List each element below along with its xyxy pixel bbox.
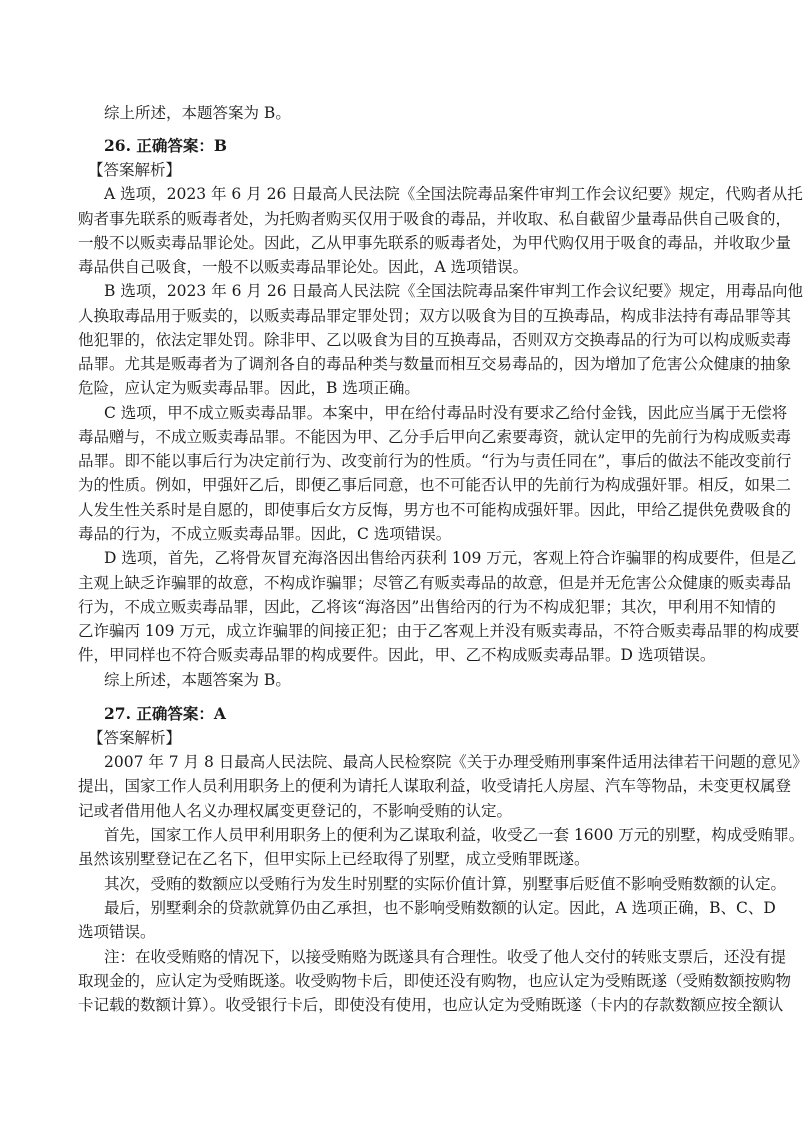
q27-heading: 27. 正确答案：A — [104, 704, 226, 723]
q27-analysis-tag: 【答案解析】 — [88, 729, 182, 747]
q26-line: C 选项，甲不成立贩卖毒品罪。本案中，甲在给付毒品时没有要求乙给付金钱，因此应当属于无偿将 — [104, 404, 788, 422]
q26-line: 人换取毒品用于贩卖的，以贩卖毒品罪定罪处罚；双方以吸食为目的互换毒品，构成非法持有毒品罪等其 — [78, 307, 792, 325]
q27-line: 记或者借用他人名义办理权属变更登记的，不影响受贿的认定。 — [78, 802, 513, 820]
q26-line: 他犯罪的，依法定罪处罚。除非甲、乙以吸食为目的互换毒品，否则双方交换毒品的行为可以构成贩卖毒 — [78, 331, 792, 349]
q26-line: 件，甲同样也不符合贩卖毒品罪的构成要件。因此，甲、乙不构成贩卖毒品罪。D 选项错误。 — [78, 646, 716, 664]
q27-note-line: 取现金的，应认定为受贿既遂。收受购物卡后，即使还没有购物，也应认定为受贿既遂（受贿数额按购物 — [78, 972, 792, 990]
q26-conclusion: 综上所述，本题答案为 B。 — [104, 671, 291, 689]
q26-line: 人发生性关系时是自愿的，即使事后女方反悔，男方也不可能构成强奸罪。因此，甲给乙提供免费吸食的 — [78, 501, 792, 519]
q27-note-line: 卡记载的数额计算）。收受银行卡后，即使没有使用，也应认定为受贿既遂（卡内的存款数额应按全额认 — [78, 996, 784, 1014]
q26-line: A 选项，2023 年 6 月 26 日最高人民法院《全国法院毒品案件审判工作会议纪要》规定，代购者从托 — [104, 185, 803, 203]
q26-line: 毒品的行为，不成立贩卖毒品罪。因此，C 选项错误。 — [78, 525, 452, 543]
q26-line: 一般不以贩卖毒品罪论处。因此，乙从甲事先联系的贩毒者处，为甲代购仅用于吸食的毒品，并收取少量 — [78, 234, 792, 252]
q26-line: 乙诈骗丙 109 万元，成立诈骗罪的间接正犯；由于乙客观上并没有贩卖毒品，不符合贩卖毒品罪的构成要 — [78, 622, 800, 640]
q27-note-line: 注：在收受贿赂的情况下，以接受贿赂为既遂具有合理性。收受了他人交付的转账支票后，还没有提 — [104, 948, 787, 966]
q27-line: 2007 年 7 月 8 日最高人民法院、最高人民检察院《关于办理受贿刑事案件适用法律若干问题的意见》 — [104, 753, 808, 771]
q26-analysis-tag: 【答案解析】 — [88, 161, 182, 179]
q27-line: 提出，国家工作人员利用职务上的便利为请托人谋取利益，收受请托人房屋、汽车等物品，未变更权属登 — [78, 777, 792, 795]
q26-line: B 选项，2023 年 6 月 26 日最高人民法院《全国法院毒品案件审判工作会议纪要》规定，用毒品向他 — [104, 282, 803, 300]
q25-conclusion: 综上所述，本题答案为 B。 — [104, 104, 291, 122]
q26-line: 购者事先联系的贩毒者处，为托购者购买仅用于吸食的毒品，并收取、私自截留少量毒品供自己吸食的， — [78, 210, 792, 228]
q27-line: 选项错误。 — [78, 923, 156, 941]
q26-heading: 26. 正确答案：B — [104, 136, 227, 155]
q26-line: 品罪。尤其是贩毒者为了调剂各自的毒品种类与数量而相互交易毒品的，因为增加了危害公众健康的抽象 — [78, 355, 792, 373]
q27-line: 虽然该别墅登记在乙名下，但甲实际上已经取得了别墅，成立受贿罪既遂。 — [78, 850, 590, 868]
q26-line: 为的性质。例如，甲强奸乙后，即便乙事后同意，也不可能否认甲的先前行为构成强奸罪。相反，如果二 — [78, 476, 792, 494]
q26-line: 毒品供自己吸食，一般不以贩卖毒品罪论处。因此，A 选项错误。 — [78, 258, 529, 276]
q26-line: 毒品赠与，不成立贩卖毒品罪。不能因为甲、乙分手后甲向乙索要毒资，就认定甲的先前行为构成贩卖毒 — [78, 428, 792, 446]
q26-line: 危险，应认定为贩卖毒品罪。因此，B 选项正确。 — [78, 379, 420, 397]
q26-line: 行为，不成立贩卖毒品罪，因此，乙将该“海洛因”出售给丙的行为不构成犯罪；其次，甲利用不知情的 — [78, 598, 776, 616]
q27-line: 最后，别墅剩余的贷款就算仍由乙承担，也不影响受贿数额的认定。因此，A 选项正确，B、C、D — [104, 899, 776, 917]
q26-line: D 选项，首先，乙将骨灰冒充海洛因出售给丙获利 109 万元，客观上符合诈骗罪的构成要件，但是乙 — [104, 549, 797, 567]
q26-line: 品罪。即不能以事后行为决定前行为、改变前行为的性质。“行为与责任同在”，事后的做法不能改变前行 — [78, 452, 792, 470]
q27-line: 首先，国家工作人员甲利用职务上的便利为乙谋取利益，收受乙一套 1600 万元的别墅，构成受贿罪。 — [104, 826, 805, 844]
q27-line: 其次，受贿的数额应以受贿行为发生时别墅的实际价值计算，别墅事后贬值不影响受贿数额的认定。 — [104, 875, 787, 893]
q26-line: 主观上缺乏诈骗罪的故意，不构成诈骗罪；尽管乙有贩卖毒品的故意，但是并无危害公众健康的贩卖毒品 — [78, 574, 792, 592]
